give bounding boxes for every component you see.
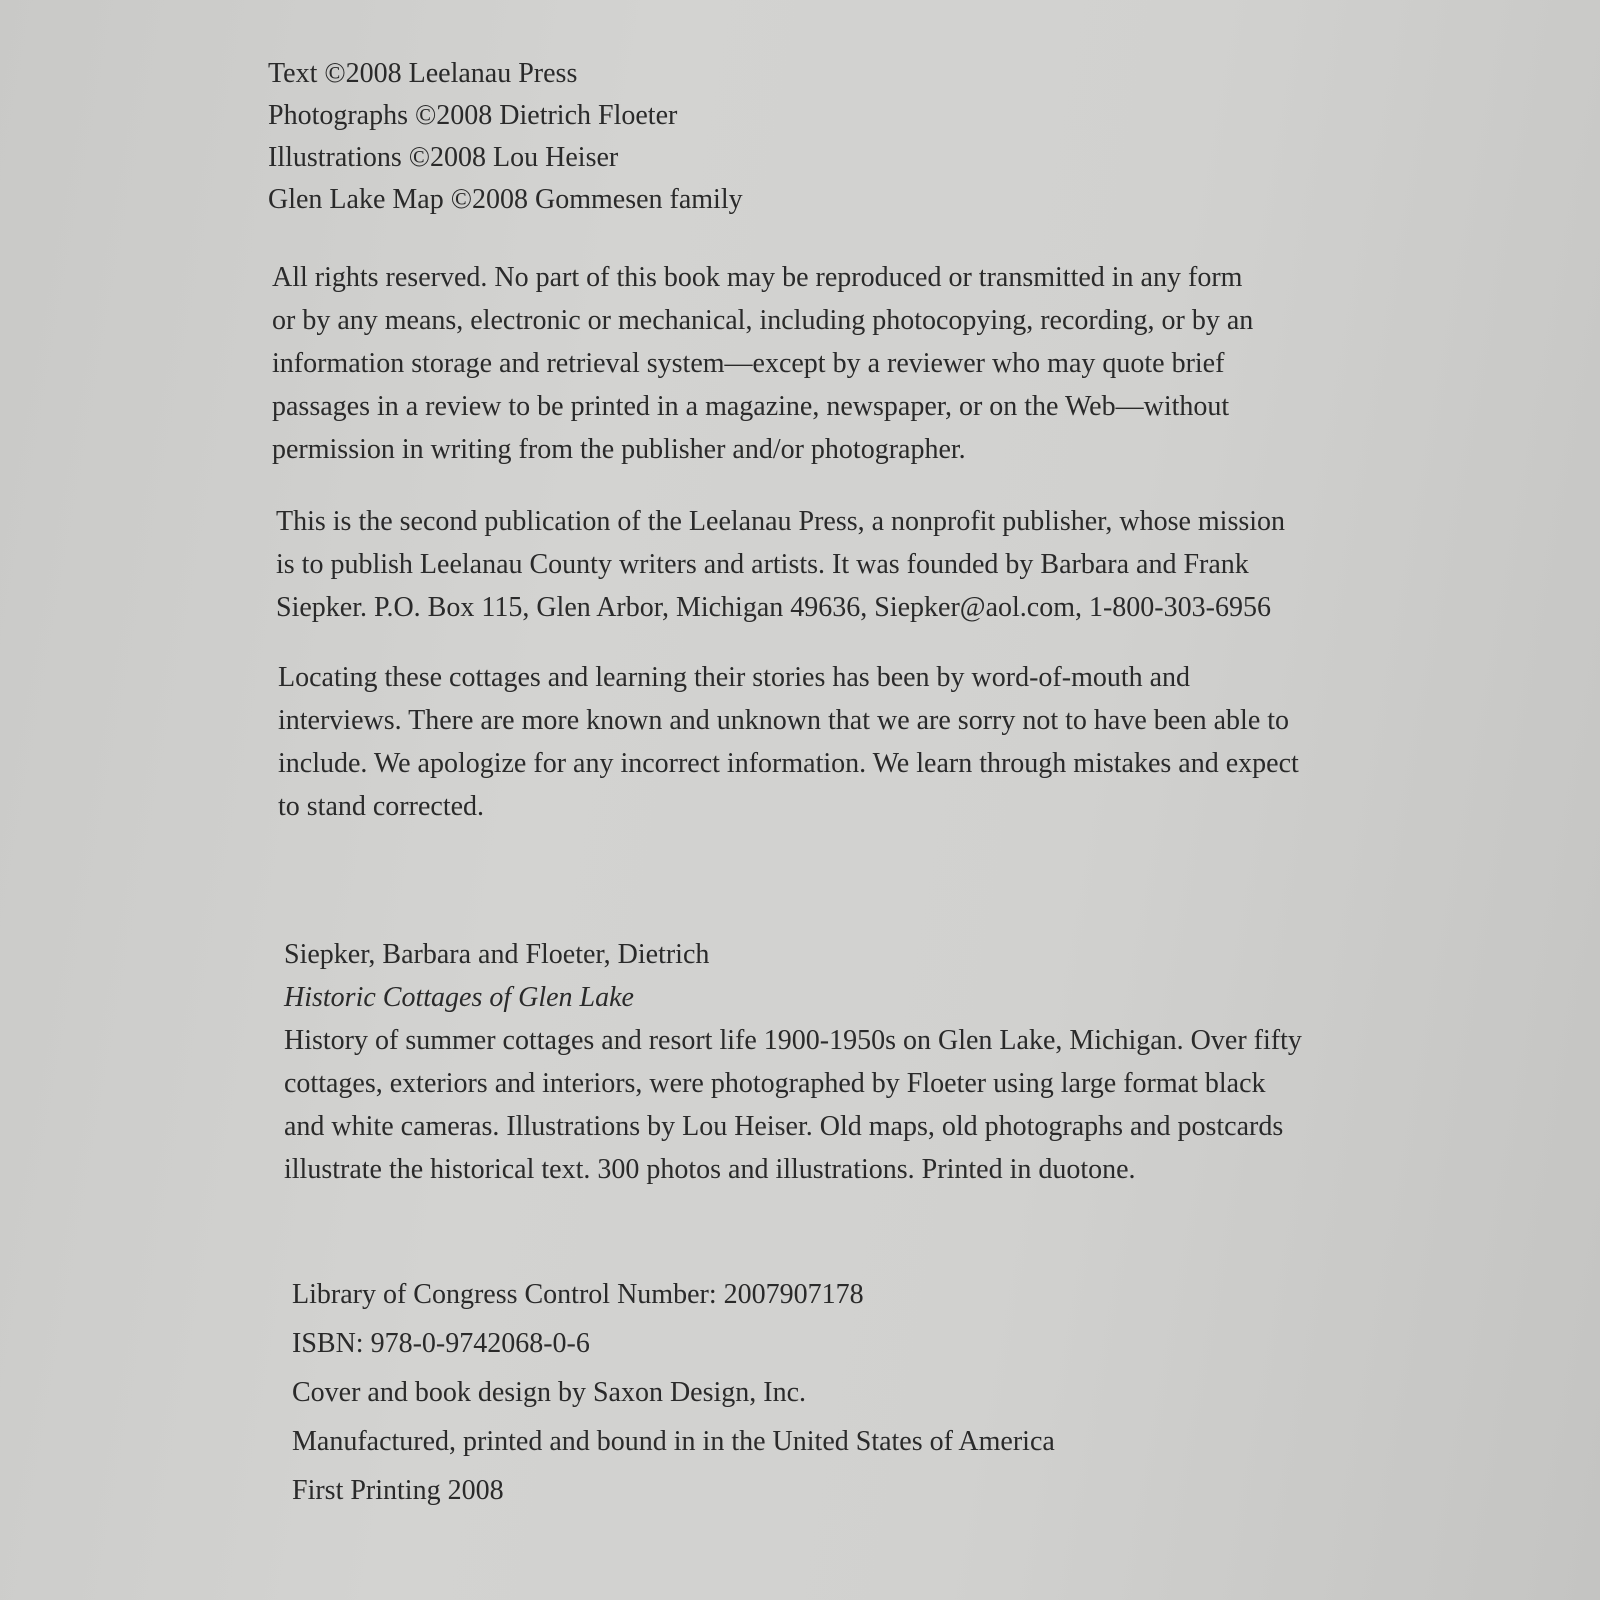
map-copyright: Glen Lake Map ©2008 Gommesen family (268, 184, 743, 215)
rights-line: or by any means, electronic or mechanical, including photocopying, recording, or by an (272, 305, 1254, 336)
disclaimer-line: to stand corrected. (278, 791, 485, 822)
copyright-notices (268, 53, 743, 221)
rights-line: information storage and retrieval system—except by a reviewer who may quote brief (272, 348, 1225, 379)
catalog-title: Historic Cottages of Glen Lake (284, 982, 634, 1013)
rights-line: passages in a review to be printed in a magazine, newspaper, or on the Web—without (272, 391, 1230, 422)
printing-note: First Printing 2008 (292, 1475, 504, 1506)
illustrations-copyright: Illustrations ©2008 Lou Heiser (268, 142, 619, 173)
publisher-line: This is the second publication of the Leelanau Press, a nonprofit publisher, whose mission (276, 506, 1286, 537)
disclaimer-line: include. We apologize for any incorrect information. We learn through mistakes and expect (278, 748, 1299, 779)
rights-line: permission in writing from the publisher and/or photographer. (272, 434, 966, 465)
text-copyright: Text ©2008 Leelanau Press (268, 58, 578, 89)
photographs-copyright: Photographs ©2008 Dietrich Floeter (268, 100, 678, 131)
catalog-authors: Siepker, Barbara and Floeter, Dietrich (284, 939, 710, 970)
rights-line: All rights reserved. No part of this book may be reproduced or transmitted in any form (272, 262, 1243, 293)
disclaimer-paragraph (278, 656, 1358, 828)
catalog-entry (284, 933, 1384, 1191)
disclaimer-line: Locating these cottages and learning their stories has been by word-of-mouth and (278, 662, 1191, 693)
catalog-description-line: History of summer cottages and resort life 1900-1950s on Glen Lake, Michigan. Over fifty (284, 1025, 1302, 1056)
isbn: ISBN: 978-0-9742068-0-6 (292, 1328, 590, 1359)
design-credit: Cover and book design by Saxon Design, Inc. (292, 1377, 807, 1408)
catalog-description-line: cottages, exteriors and interiors, were photographed by Floeter using large format black (284, 1068, 1266, 1099)
disclaimer-line: interviews. There are more known and unknown that we are sorry not to have been able to (278, 705, 1290, 736)
rights-reserved-paragraph (272, 256, 1352, 471)
publisher-line: Siepker. P.O. Box 115, Glen Arbor, Michigan 49636, Siepker@aol.com, 1-800-303-6956 (276, 592, 1271, 623)
publisher-line: is to publish Leelanau County writers and artists. It was founded by Barbara and Frank (276, 549, 1249, 580)
publisher-paragraph (276, 500, 1356, 629)
bibliographic-info (292, 1270, 1055, 1515)
catalog-description-line: and white cameras. Illustrations by Lou Heiser. Old maps, old photographs and postcards (284, 1111, 1284, 1142)
manufacturing-note: Manufactured, printed and bound in in the United States of America (292, 1426, 1055, 1457)
catalog-description-line: illustrate the historical text. 300 photos and illustrations. Printed in duotone. (284, 1154, 1136, 1185)
lccn: Library of Congress Control Number: 2007907178 (292, 1279, 864, 1310)
